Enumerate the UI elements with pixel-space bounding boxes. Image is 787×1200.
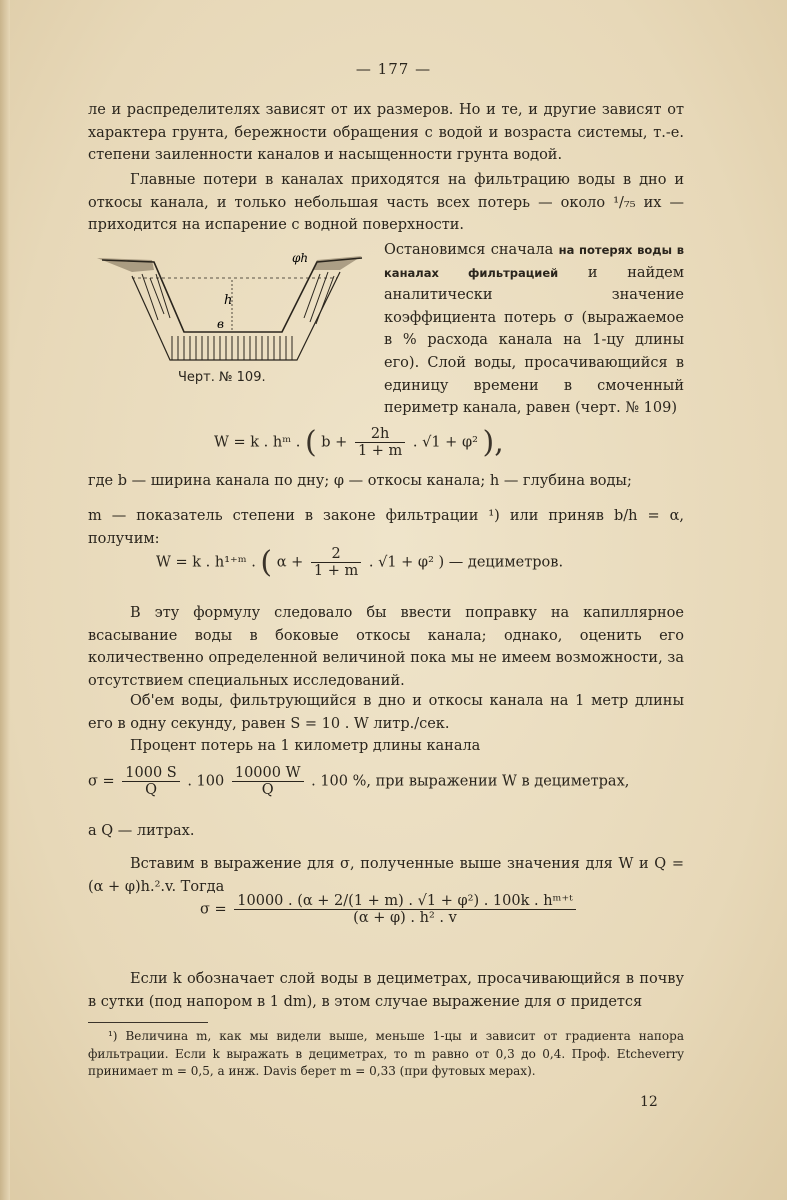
formula1-b: b +	[321, 434, 348, 451]
paragraph-2: Главные потери в каналах приходятся на фильтрацию воды в дно и откосы канала, и только небольшая часть всех потерь — около ¹/₇₅ их — приходится на испарение с водной поверхности.	[88, 172, 684, 233]
paragraph-4: В эту формулу следовало бы ввести поправку на капиллярное всасывание воды в боковые откосы канала; однако, оценить его количественно определенной величиной пока мы не имеем возможности, за отсутствием специальных исследований.	[88, 605, 684, 689]
formula1-numerator: 2h	[355, 426, 405, 443]
side-text-start: Остановимся сначала	[384, 242, 559, 258]
figure-label-phi-h: φh	[292, 251, 309, 265]
paragraph-1: ле и распределителях зависят от их размеров. Но и те, и другие зависят от характера грунта, бережности обращения с водой и возраста системы, т.-е. степени заиленности каналов и насыщенности грунта водой.	[88, 102, 684, 163]
figure-label-h: h	[224, 293, 233, 308]
q-definition: а Q — литрах.	[88, 823, 195, 839]
formula3-tail: . 100 %, при выражении W в дециметрах,	[311, 773, 630, 790]
formula-w	[214, 425, 504, 460]
formula2-end: ) — дециметров.	[438, 554, 564, 571]
formula1-denominator: 1 + m	[357, 443, 403, 459]
formula3-fraction-1	[122, 765, 179, 798]
formula3-mid: . 100	[187, 773, 225, 790]
page-edge	[0, 0, 10, 1200]
formula2-numerator: 2	[311, 546, 361, 563]
formula4-fraction	[234, 893, 575, 926]
formula3-numerator-2: 10000 W	[232, 765, 304, 782]
formula1-close-paren: ),	[482, 425, 504, 460]
formula1-fraction	[355, 426, 405, 459]
formula-w-alpha	[156, 545, 563, 580]
paragraph-5: Об'ем воды, фильтрующийся в дно и откосы канала на 1 метр длины его в одну секунду, равен S = 10 . W литр./сек.	[88, 693, 684, 732]
page-number: — 177 —	[355, 60, 432, 78]
formula4-lhs: σ =	[200, 901, 227, 918]
paragraph-6: Процент потерь на 1 километр длины канала	[130, 738, 481, 754]
formula4-numerator: 10000 . (α + 2/(1 + m) . √1 + φ²) . 100k . hᵐ⁺ᵗ	[234, 893, 575, 910]
footnote-rule	[88, 1022, 208, 1023]
definitions-line-2: m — показатель степени в законе фильтрации ¹) или приняв b/h = α, получим:	[88, 508, 684, 547]
side-text-rest: и найдем аналитически значение коэффициента потерь σ (выражаемое в % расхода канала на 1-цу длины его). Слой воды, просачивающийся в единицу времени в смоченный периметр канала, равен (черт. № 109)	[384, 264, 684, 417]
paragraph-7: Вставим в выражение для σ, полученные выше значения для W и Q = (α + φ)h.².v. Тогда	[88, 856, 684, 895]
formula-sigma-percent	[88, 765, 629, 798]
formula3-denominator-2: Q	[261, 782, 274, 798]
formula2-root: . √1 + φ²	[368, 554, 434, 571]
formula3-denominator-1: Q	[145, 782, 157, 798]
signature-mark: 12	[640, 1094, 658, 1110]
formula1-open-paren: (	[304, 425, 317, 460]
side-text-bold: на потерях воды в каналах фильтрацией	[384, 243, 684, 280]
figure-label-b: в	[217, 317, 224, 331]
paragraph-8: Если k обозначает слой воды в дециметрах, просачивающийся в почву в сутки (под напором в 1 dm), в этом случае выражение для σ придется	[88, 971, 684, 1010]
formula1-lhs: W = k . hᵐ .	[214, 434, 301, 451]
formula1-root: . √1 + φ²	[412, 434, 478, 451]
formula4-denominator: (α + φ) . h² . v	[353, 910, 457, 926]
formula3-fraction-2	[232, 765, 304, 798]
formula2-lhs: W = k . h¹⁺ᵐ .	[156, 554, 256, 571]
footnote: ¹) Величина m, как мы видели выше, меньше 1-цы и зависит от градиента напора фильтрации. Если k выражать в дециметрах, то m равно от 0,3 до 0,4. Проф. Etcheverry принимает m = 0,5, а инж. Davis берет m = 0,33 (при футовых мерах).	[88, 1029, 684, 1078]
formula2-open-paren: (	[260, 545, 273, 580]
formula2-fraction	[311, 546, 361, 579]
formula3-lhs: σ =	[88, 773, 115, 790]
formula2-denominator: 1 + m	[313, 563, 359, 579]
formula2-alpha: α +	[276, 554, 304, 571]
definitions-line-1: где b — ширина канала по дну; φ — откосы канала; h — глубина воды;	[88, 473, 632, 489]
formula3-numerator-1: 1000 S	[122, 765, 179, 782]
figure-caption: Черт. № 109.	[178, 370, 266, 385]
formula-sigma-final	[200, 893, 579, 926]
side-paragraph	[384, 239, 684, 420]
